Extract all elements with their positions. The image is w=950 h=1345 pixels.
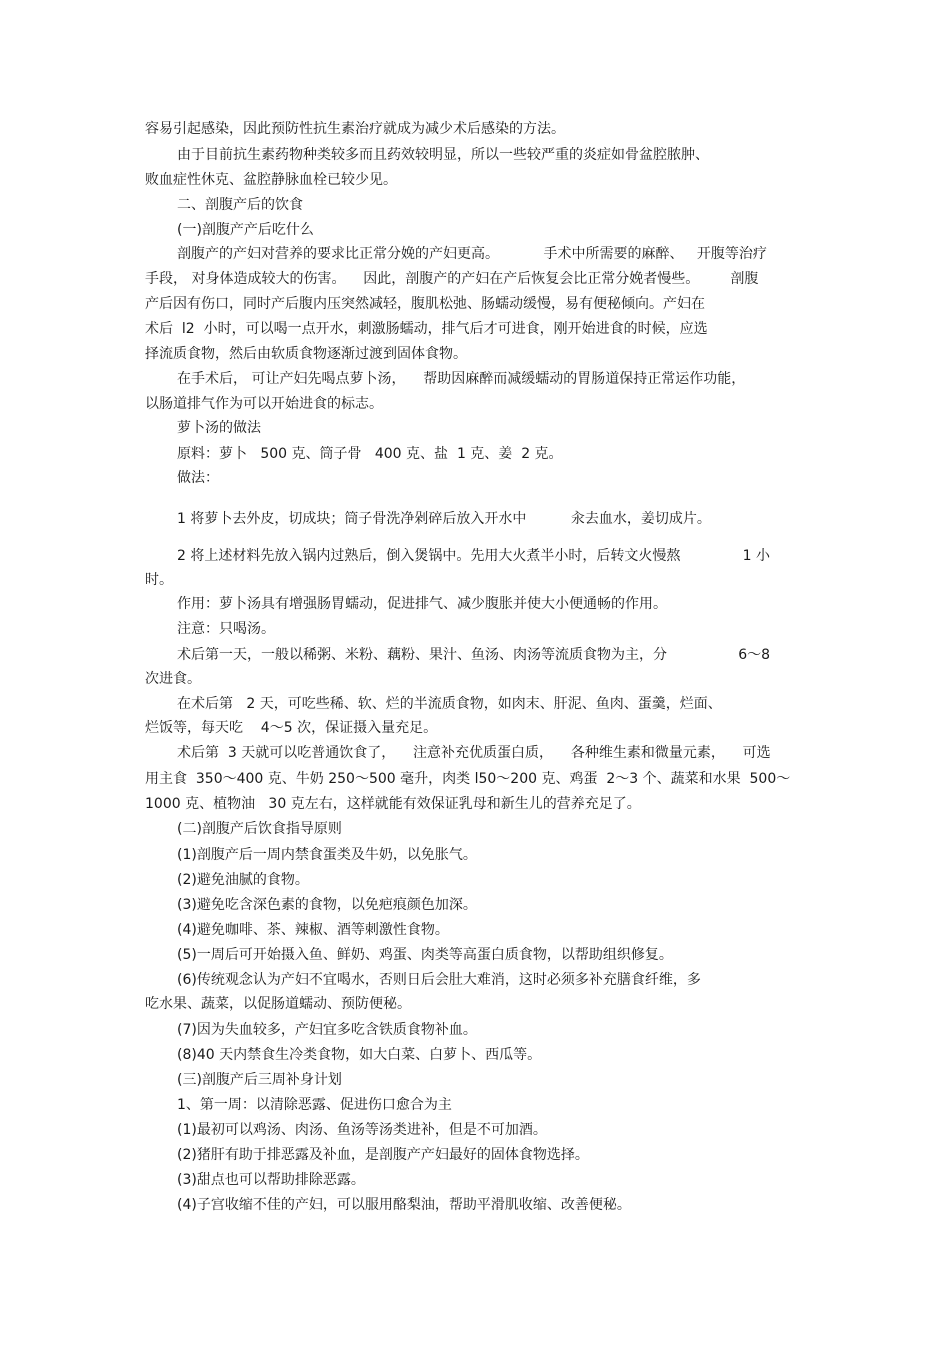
list-item: (6)传统观念认为产妇不宜喝水，否则日后会肚大难消，这时必须多补充膳食纤维，多: [177, 972, 701, 988]
text-line: 术后第一天，一般以稀粥、米粉、藕粉、果汁、鱼汤、肉汤等流质食物为主，分 6～8: [177, 647, 771, 663]
text-line: 败血症性休克、盆腔静脉血栓已较少见。: [145, 172, 397, 188]
list-item: (8)40 天内禁食生冷类食物，如大白菜、白萝卜、西瓜等。: [177, 1047, 542, 1063]
text-line: 剖腹产的产妇对营养的要求比正常分娩的产妇更高。 手术中所需要的麻醉、 开腹等治疗: [177, 246, 767, 262]
recipe-step: 2 将上述材料先放入锅内过熟后，倒入煲锅中。先用大火煮半小时，后转文火慢熬 1 小: [177, 548, 771, 564]
text-line: 时。: [145, 572, 173, 588]
text-line: 作用：萝卜汤具有增强肠胃蠕动，促进排气、减少腹胀并使大小便通畅的作用。: [177, 596, 667, 612]
text-line: 在术后第 2 天，可吃些稀、软、烂的半流质食物，如肉末、肝泥、鱼肉、蛋羹，烂面、: [177, 696, 722, 712]
text-line: 产后因有伤口，同时产后腹内压突然减轻，腹肌松弛、肠蠕动缓慢，易有便秘倾向。产妇在: [145, 296, 705, 312]
text-line: 择流质食物，然后由软质食物逐渐过渡到固体食物。: [145, 346, 467, 362]
text-line: 术后第 3 天就可以吃普通饮食了， 注意补充优质蛋白质， 各种维生素和微量元素， 可选: [177, 745, 771, 761]
text-line: 在手术后， 可让产妇先喝点萝卜汤， 帮助因麻醉而减缓蠕动的胃肠道保持正常运作功能，: [177, 371, 746, 387]
recipe-method-label: 做法：: [177, 470, 219, 486]
text-line: 由于目前抗生素药物种类较多而且药效较明显，所以一些较严重的炎症如骨盆腔脓肿、: [177, 147, 709, 163]
text-line: 吃水果、蔬菜，以促肠道蠕动、预防便秘。: [145, 996, 411, 1012]
list-item: (1)剖腹产后一周内禁食蛋类及牛奶，以免胀气。: [177, 847, 477, 863]
text-line: 烂饭等，每天吃 4～5 次，保证摄入量充足。: [145, 720, 438, 736]
recipe-ingredients: 原料：萝卜 500 克、筒子骨 400 克、盐 1 克、姜 2 克。: [177, 446, 563, 462]
list-item: (5)一周后可开始摄入鱼、鲜奶、鸡蛋、肉类等高蛋白质食物，以帮助组织修复。: [177, 947, 673, 963]
text-line: 术后 l2 小时，可以喝一点开水，刺激肠蠕动，排气后才可进食，刚开始进食的时候，应选: [145, 321, 708, 337]
list-item: (4)子宫收缩不佳的产妇，可以服用酪梨油，帮助平滑肌收缩、改善便秘。: [177, 1197, 631, 1213]
recipe-step: 1 将萝卜去外皮，切成块；筒子骨洗净剁碎后放入开水中 汆去血水，姜切成片。: [177, 511, 711, 527]
text-line: 手段， 对身体造成较大的伤害。 因此，剖腹产的产妇在产后恢复会比正常分娩者慢些。 剖腹: [145, 271, 759, 287]
text-line: 1000 克、植物油 30 克左右，这样就能有效保证乳母和新生儿的营养充足了。: [145, 796, 641, 812]
recipe-title: 萝卜汤的做法: [177, 420, 261, 436]
subsection-heading: (一)剖腹产产后吃什么: [177, 222, 314, 238]
list-item: (4)避免咖啡、茶、辣椒、酒等刺激性食物。: [177, 922, 449, 938]
list-item: (2)猪肝有助于排恶露及补血，是剖腹产产妇最好的固体食物选择。: [177, 1147, 589, 1163]
list-item: (1)最初可以鸡汤、肉汤、鱼汤等汤类进补，但是不可加酒。: [177, 1122, 547, 1138]
list-item: (3)甜点也可以帮助排除恶露。: [177, 1172, 365, 1188]
list-item: 1、第一周：以清除恶露、促进伤口愈合为主: [177, 1097, 452, 1113]
text-line: 用主食 350～400 克、牛奶 250～500 毫升，肉类 l50～200 克、鸡蛋 2～3 个、蔬菜和水果 500～: [145, 771, 791, 787]
text-line: 次进食。: [145, 671, 201, 687]
list-item: (7)因为失血较多，产妇宜多吃含铁质食物补血。: [177, 1022, 477, 1038]
section-heading: 二、剖腹产后的饮食: [177, 197, 303, 213]
list-item: (3)避免吃含深色素的食物，以免疤痕颜色加深。: [177, 897, 477, 913]
list-item: (2)避免油腻的食物。: [177, 872, 309, 888]
text-line: 以肠道排气作为可以开始进食的标志。: [145, 396, 383, 412]
subsection-heading: (二)剖腹产后饮食指导原则: [177, 821, 342, 837]
text-line: 容易引起感染，因此预防性抗生素治疗就成为减少术后感染的方法。: [145, 121, 565, 137]
subsection-heading: (三)剖腹产后三周补身计划: [177, 1072, 342, 1088]
text-line: 注意：只喝汤。: [177, 621, 275, 637]
